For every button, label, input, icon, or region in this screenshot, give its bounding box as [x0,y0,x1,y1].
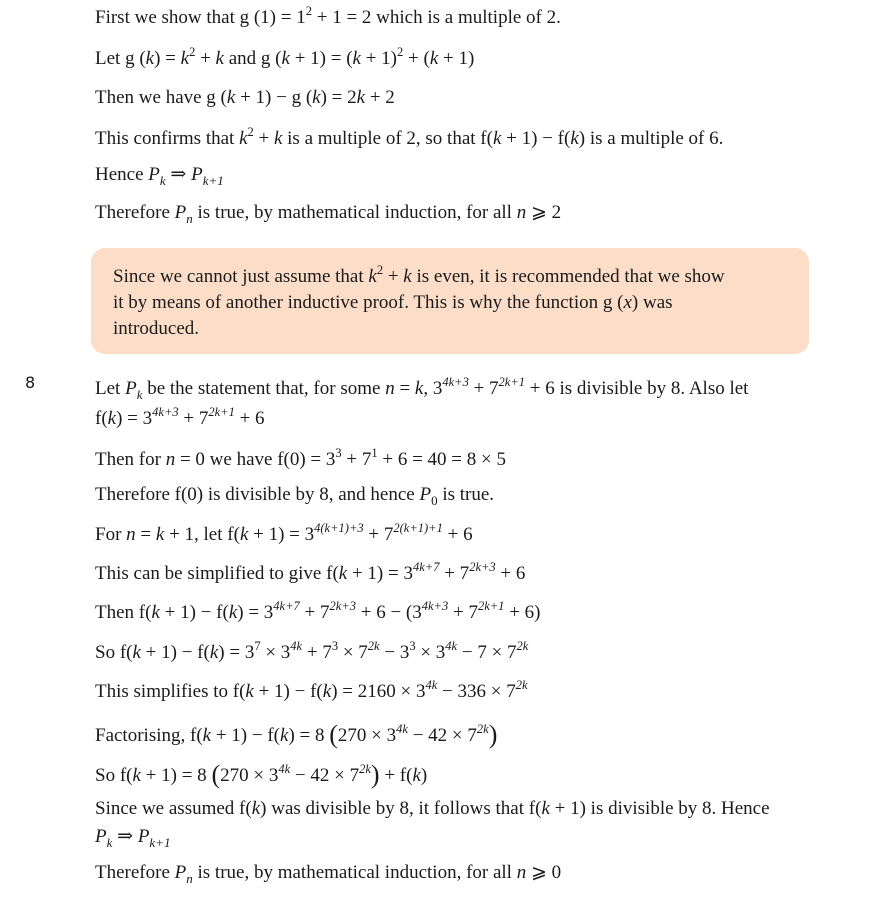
math-variable: P [137,826,150,847]
math-variable: k [368,266,377,287]
text-run: introduced. [113,318,200,339]
subscript: k+1 [202,173,224,188]
note-line [113,265,725,290]
text-line [95,163,224,188]
superscript: 2k+1 [498,375,526,389]
text-line [95,407,265,432]
math-variable: k [155,524,165,545]
text-run: + 7 [439,563,470,584]
text-run: + 1) − f( [211,725,281,746]
superscript: 4k+3 [421,599,449,613]
text-run: is true, by mathematical induction, for all [192,862,517,883]
text-run: ) = 2160 × 3 [331,681,426,702]
text-run: + 7 [363,524,394,545]
text-line [95,680,528,705]
text-run: Then f( [95,602,152,623]
math-variable: k [180,48,190,69]
superscript: 4k [290,639,303,653]
subscript: k [136,387,143,402]
text-run: be the statement that, for some [142,378,386,399]
text-run: + 6 − (3 [355,602,422,623]
text-run: ⩾ 0 [526,862,562,883]
math-variable: k [412,765,421,786]
math-variable: k [202,725,212,746]
math-variable: k [356,87,366,108]
large-paren: ( [329,720,338,749]
text-run: Then for [95,449,166,470]
text-run: ) is a multiple of 6. [578,128,724,149]
superscript: 2 [189,45,196,59]
superscript: 2 [397,45,404,59]
text-run: ⩾ 2 [526,202,562,223]
text-run: + ( [403,48,430,69]
text-run: + 1) is divisible by 8. Hence [549,798,770,819]
text-run: = 0 we have f(0) = 3 [175,449,336,470]
superscript: 3 [335,446,342,460]
text-run: + 1) = ( [289,48,353,69]
text-run: 270 × 3 [220,765,279,786]
text-run: ) = 3 [237,602,274,623]
text-run: − 336 × 7 [437,681,516,702]
text-run: ) = 8 [288,725,330,746]
superscript: 4k+3 [442,375,469,389]
text-run: Hence [95,164,149,185]
text-run: + 6 [442,524,473,545]
text-run: So f( [95,765,133,786]
text-line [95,641,528,666]
math-variable: n [126,524,136,545]
text-run: Therefore [95,862,175,883]
text-run: ) = 3 [218,642,255,663]
subscript: k [159,173,166,188]
superscript: 2k+3 [329,599,356,613]
text-run: = [394,378,415,399]
text-run: + 1) [360,48,398,69]
text-run: For [95,524,127,545]
text-run: This can be simplified to give f( [95,563,339,584]
superscript: 2k [515,678,528,692]
text-line [95,86,395,110]
subscript: k [106,835,113,850]
superscript: 2k+1 [208,405,235,419]
text-run: Therefore f(0) is divisible by 8, and hence [95,484,420,505]
math-variable: k [209,642,219,663]
text-run: + 1) − f( [140,642,210,663]
math-variable: k [107,408,117,429]
text-run: + 6) [504,602,541,623]
text-run: + 1) − f( [159,602,229,623]
superscript: 2 [305,4,312,18]
text-run: Let [95,378,126,399]
text-run: is true, by mathematical induction, for all [192,202,517,223]
superscript: 7 [254,639,261,653]
math-variable: P [174,862,187,883]
math-variable: k [273,128,283,149]
superscript: 3 [331,639,339,653]
text-run: − 42 × 7 [290,765,360,786]
math-variable: k [352,48,361,69]
math-variable: k [245,681,254,702]
superscript: 4k+3 [152,405,179,419]
math-variable: P [148,164,160,185]
math-variable: P [191,164,203,185]
superscript: 4k+7 [412,560,440,574]
text-run: + 6 is divisible by 8. Also let [525,378,749,399]
math-variable: k [403,266,412,287]
text-run: + 1) = 8 [140,765,212,786]
text-line [95,201,561,226]
text-run: Then we have g ( [95,87,227,108]
math-variable: n [516,862,527,883]
question-number: 8 [25,373,36,392]
text-run: + 7 [302,642,332,663]
math-variable: k [541,798,550,819]
text-run: = [135,524,156,545]
superscript: 2k [367,639,380,653]
math-variable: n [385,378,395,399]
math-variable: k [338,563,348,584]
math-variable: k [429,48,439,69]
text-line [95,6,561,31]
text-line [95,797,770,821]
math-variable: k [145,48,155,69]
large-paren: ) [488,720,498,749]
text-run: + 7 [341,449,372,470]
text-run: + 1) = 3 [347,563,413,584]
text-run: ) [420,765,428,786]
text-run: + 1) − g ( [235,87,313,108]
superscript: 4k+7 [273,599,300,613]
math-variable: k [228,602,238,623]
math-variable: k [151,602,160,623]
large-paren: ( [211,760,221,789]
superscript: 4k [425,678,438,692]
text-run: × 3 [415,642,446,663]
text-line [95,127,723,152]
superscript: 1 [371,446,378,460]
text-run: + 6 [234,408,265,429]
text-run: + 1, let f( [164,524,240,545]
text-line [95,377,748,402]
large-paren: ) [370,760,380,789]
text-line [95,761,427,789]
superscript: 2k [516,639,529,653]
math-variable: k [281,48,290,69]
text-run: + 1) − f( [253,681,323,702]
text-run: it by means of another inductive proof. This is why the function g ( [113,292,624,313]
text-run: + [383,266,404,287]
text-run: ) = 2 [320,87,357,108]
text-run: Factorising, f( [95,725,203,746]
text-run: + 1) [438,48,475,69]
text-run: Since we cannot just assume that [113,266,369,287]
text-run: and g ( [223,48,282,69]
text-line [95,47,474,72]
math-variable: k [215,48,224,69]
superscript: 4k [396,722,408,736]
text-line [95,448,506,473]
superscript: 2k+1 [477,599,505,613]
text-line [95,825,170,850]
text-run: ) was divisible by 8, it follows that f( [260,798,542,819]
text-run: , 3 [423,378,443,399]
subscript: n [186,211,193,226]
math-variable: k [239,128,248,149]
note-line [113,291,673,315]
subscript: k+1 [149,835,171,850]
text-run: + 7 [178,408,209,429]
text-run: ) = 3 [116,408,153,429]
superscript: 2 [247,125,254,139]
text-line [95,523,473,548]
superscript: 2k [476,722,489,736]
text-run: + f( [379,765,413,786]
text-run: + 2 [365,87,395,108]
text-run: + 7 [468,378,499,399]
text-line [95,483,494,508]
math-variable: n [165,449,176,470]
superscript: 2 [376,263,384,277]
math-variable: k [132,765,141,786]
text-run: Since we assumed f( [95,798,252,819]
math-variable: k [280,725,289,746]
text-run: First we show that g (1) = 1 [95,7,306,28]
math-variable: P [125,378,137,399]
text-run: + [253,128,274,149]
math-variable: k [132,642,141,663]
text-run: + [195,48,216,69]
superscript: 4(k+1)+3 [314,521,364,535]
subscript: 0 [431,493,438,508]
text-run: × 7 [338,642,368,663]
math-variable: k [312,87,321,108]
text-run: Therefore [95,202,175,223]
math-variable: x [623,292,632,313]
text-run: This simplifies to f( [95,681,246,702]
math-variable: k [570,128,579,149]
text-run: This confirms that [95,128,240,149]
math-variable: k [251,798,261,819]
math-variable: k [322,681,332,702]
math-variable: k [239,524,249,545]
math-variable: k [492,128,502,149]
superscript: 4k [278,762,291,776]
text-run: + 1 = 2 which is a multiple of 2. [311,7,561,28]
text-run: 270 × 3 [337,725,397,746]
math-variable: k [226,87,236,108]
superscript: 2k+3 [469,560,496,574]
text-run: So f( [95,642,133,663]
math-variable: n [516,202,527,223]
math-variable: P [174,202,187,223]
superscript: 3 [409,639,416,653]
superscript: 2k [359,762,371,776]
text-line [95,721,497,749]
text-run: + 6 = 40 = 8 × 5 [377,449,506,470]
text-line [95,601,540,626]
subscript: n [186,871,193,886]
text-line [95,562,525,587]
text-run: ) was [631,292,673,313]
text-run: − 3 [379,642,410,663]
text-run: f( [95,408,108,429]
text-line [95,861,561,886]
text-run: ⇒ [165,164,192,185]
text-run: ⇒ [112,826,138,847]
tip-note-box [91,248,809,354]
text-run: − 7 × 7 [457,642,517,663]
text-run: × 3 [260,642,291,663]
text-run: + 7 [299,602,330,623]
math-variable: P [95,826,107,847]
superscript: 4k [445,639,458,653]
text-run: is a multiple of 2, so that f( [282,128,493,149]
text-run: + 6 [495,563,526,584]
math-variable: P [419,484,432,505]
text-run: ) = [154,48,181,69]
text-run: is even, it is recommended that we show [411,266,725,287]
text-run: + 1) − f( [501,128,571,149]
math-variable: k [414,378,424,399]
text-run: is true. [437,484,495,505]
text-run: − 42 × 7 [407,725,477,746]
note-line [113,317,199,341]
superscript: 2(k+1)+1 [393,521,443,535]
text-run: + 7 [448,602,478,623]
text-run: Let g ( [95,48,146,69]
text-run: + 1) = 3 [248,524,315,545]
